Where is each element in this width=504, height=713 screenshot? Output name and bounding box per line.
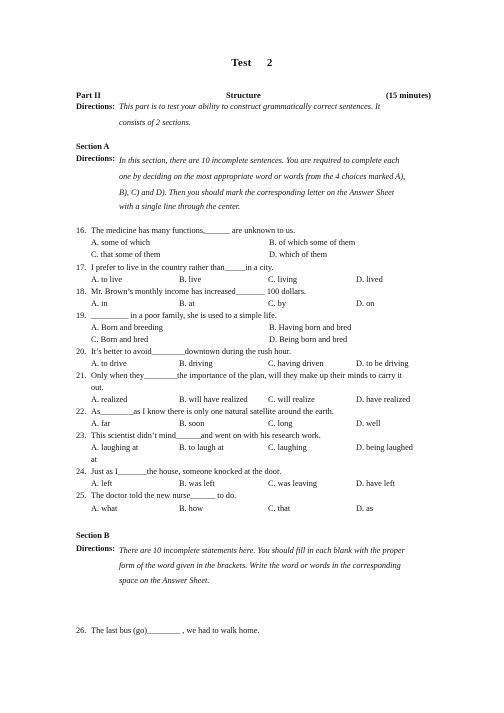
part-directions — [76, 101, 456, 128]
option-a[interactable]: A. in — [91, 299, 108, 308]
option-d[interactable]: D. which of them — [269, 250, 328, 259]
question-number: 16. — [76, 226, 87, 235]
option-a[interactable]: A. far — [91, 419, 111, 428]
section-a-heading: Section A — [76, 142, 110, 151]
question-25-options — [91, 503, 461, 514]
option-b[interactable]: B. to laugh at — [179, 443, 224, 452]
question-16-options — [91, 237, 461, 260]
option-a[interactable]: A. Born and breeding — [91, 323, 163, 332]
part-time: (15 minutes) — [385, 90, 431, 100]
question-number: 18. — [76, 287, 87, 296]
question-22-options — [91, 418, 461, 429]
option-d[interactable]: D. to be driving — [356, 359, 409, 368]
question-19-options — [91, 322, 461, 345]
option-d[interactable]: D. Being born and bred — [269, 335, 348, 344]
option-c[interactable]: C. that — [268, 504, 291, 513]
option-b[interactable]: B. was left — [179, 479, 215, 488]
option-c[interactable]: C. long — [268, 419, 293, 428]
question-21 — [76, 370, 456, 381]
directions-line: form of the word given in the brackets. Write the word or words in the corresponding — [119, 561, 401, 570]
directions-line: space on the Answer Sheet. — [119, 576, 210, 585]
question-21-options — [91, 394, 461, 405]
question-number: 17. — [76, 263, 87, 272]
question-26 — [76, 625, 456, 636]
directions-line: one by deciding on the most appropriate word or words from the 4 choices marked A), — [119, 172, 406, 181]
question-text: _________ in a poor family, she is used to a simple life. — [91, 311, 277, 320]
question-18 — [76, 286, 456, 297]
question-number: 24. — [76, 467, 87, 476]
question-25 — [76, 490, 456, 501]
option-c[interactable]: C. living — [268, 275, 298, 284]
question-23 — [76, 430, 456, 441]
question-text: The last bus (go)________ , we had to walk home. — [91, 626, 260, 635]
question-number: 26. — [76, 626, 87, 635]
question-number: 20. — [76, 347, 87, 356]
part-header — [76, 90, 431, 101]
section-b-directions — [76, 543, 456, 588]
option-a[interactable]: A. to live — [91, 275, 123, 284]
option-a[interactable]: A. some of which — [91, 238, 150, 247]
question-text: It’s better to avoid________downtown during the rush hour. — [91, 347, 292, 356]
part-section: Structure — [225, 90, 261, 100]
question-text: As________as I know there is only one natural satellite around the earth. — [91, 407, 334, 416]
question-19 — [76, 310, 456, 321]
question-18-options — [91, 298, 461, 309]
question-text: The medicine has many functions,______ are unknown to us. — [91, 226, 296, 235]
question-number: 23. — [76, 431, 87, 440]
option-d[interactable]: D. as — [356, 504, 374, 513]
option-a[interactable]: A. realized — [91, 395, 128, 404]
question-text: Only when they________the importance of the plan, will they make up their minds to carry it — [91, 371, 403, 380]
directions-line: This part is to test your ability to construct grammatically correct sentences. It — [119, 102, 381, 111]
question-number: 25. — [76, 491, 87, 500]
option-b[interactable]: B. at — [179, 299, 195, 308]
question-text: The doctor told the new nurse______ to do. — [91, 491, 237, 500]
question-number: 21. — [76, 371, 87, 380]
option-b[interactable]: B. of which some of them — [269, 238, 356, 247]
option-d[interactable]: D. being laughed — [356, 443, 413, 452]
option-c[interactable]: C. Born and bred — [91, 335, 149, 344]
option-b[interactable]: B. will have realized — [179, 395, 248, 404]
directions-label: Directions: — [76, 154, 116, 163]
part-name: Part II — [76, 90, 101, 100]
directions-label: Directions: — [76, 102, 116, 111]
question-text: Mr. Brown’s monthly income has increased_______ 100 dollars. — [91, 287, 306, 296]
option-b[interactable]: B. live — [179, 275, 202, 284]
option-c[interactable]: C. that some of them — [91, 250, 161, 259]
option-a[interactable]: A. left — [91, 479, 113, 488]
option-c[interactable]: C. will realize — [268, 395, 315, 404]
option-b[interactable]: B. Having born and bred — [269, 323, 352, 332]
title-number: 2 — [266, 57, 273, 69]
question-text: I prefer to live in the country rather than_____in a city. — [91, 263, 274, 272]
option-c[interactable]: C. by — [268, 299, 286, 308]
option-a[interactable]: A. laughing at — [91, 443, 139, 452]
question-20 — [76, 346, 456, 357]
question-24 — [76, 466, 456, 477]
title-word: Test — [231, 57, 252, 69]
option-d[interactable]: D. well — [356, 419, 381, 428]
option-c[interactable]: C. was leaving — [268, 479, 318, 488]
question-number: 19. — [76, 311, 87, 320]
question-17 — [76, 262, 456, 273]
question-24-options — [91, 478, 461, 489]
option-d[interactable]: D. have realized — [356, 395, 411, 404]
page-title — [0, 58, 504, 69]
section-a-directions — [76, 153, 456, 212]
directions-line: In this section, there are 10 incomplete sentences. You are required to complete each — [119, 156, 400, 165]
question-21-continued: out. — [91, 383, 104, 392]
option-d-wrap: at — [91, 455, 97, 464]
directions-line: with a single line through the center. — [119, 202, 241, 211]
question-text: This scientist didn’t mind______and went on with his research work. — [91, 431, 321, 440]
directions-line: There are 10 incomplete statements here. You should fill in each blank with the proper — [119, 546, 405, 555]
directions-line: B), C) and D). Then you should mark the corresponding letter on the Answer Sheet — [119, 188, 395, 197]
option-d[interactable]: D. on — [356, 299, 375, 308]
option-c[interactable]: C. having driven — [268, 359, 324, 368]
question-16 — [76, 225, 456, 236]
directions-line: consists of 2 sections. — [119, 118, 191, 127]
question-text: Just as I_______the house, someone knocked at the door. — [91, 467, 282, 476]
directions-label: Directions: — [76, 544, 116, 553]
option-d[interactable]: D. have left — [356, 479, 395, 488]
question-number: 22. — [76, 407, 87, 416]
option-a[interactable]: A. to drive — [91, 359, 127, 368]
section-b-heading: Section B — [76, 531, 110, 540]
option-c[interactable]: C. laughing — [268, 443, 307, 452]
question-17-options — [91, 274, 461, 285]
question-23-options — [91, 442, 461, 453]
question-20-options — [91, 358, 461, 369]
option-a[interactable]: A. what — [91, 504, 118, 513]
option-b[interactable]: B. soon — [179, 419, 205, 428]
option-b[interactable]: B. driving — [179, 359, 213, 368]
option-b[interactable]: B. how — [179, 504, 203, 513]
option-d[interactable]: D. lived — [356, 275, 383, 284]
question-22 — [76, 406, 456, 417]
